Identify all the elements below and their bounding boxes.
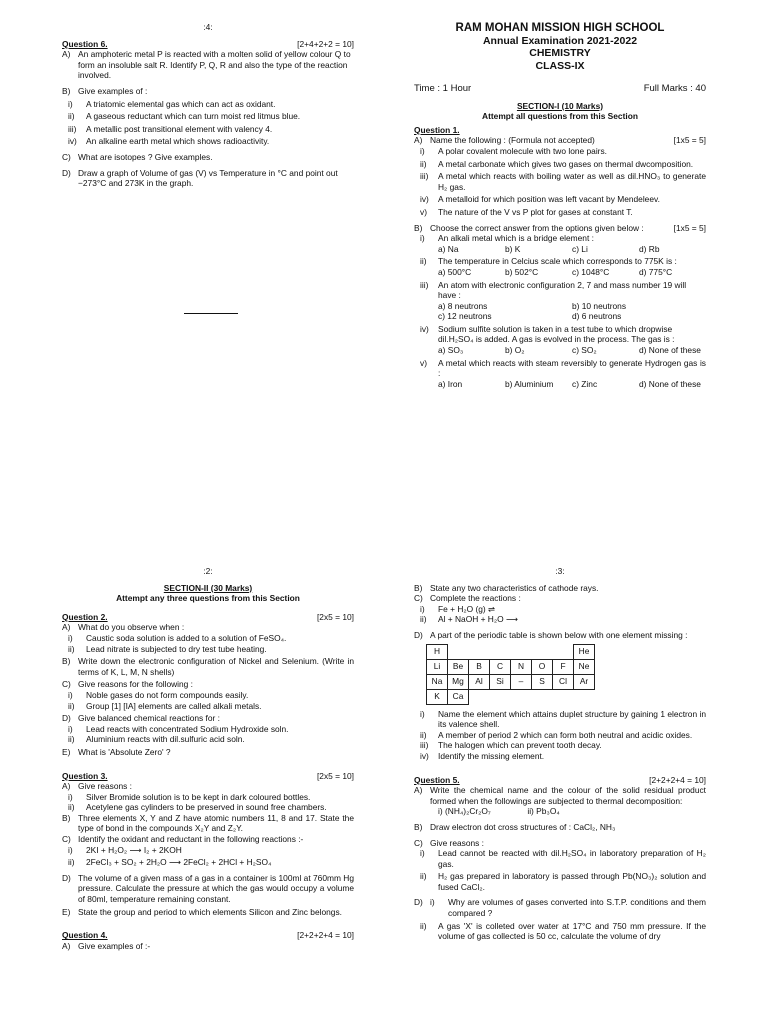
table-cell: Ar (574, 674, 595, 689)
part-marks: [1x5 = 5] (673, 135, 706, 146)
sub-item: iii) A metal which reacts with boiling water as well as dil.HNO₃ to generate H₂ gas. (420, 171, 706, 192)
question-title: Question 3. (62, 770, 108, 781)
sub-item: ii) A gaseous reductant which can turn moist red litmus blue. (68, 111, 301, 122)
table-cell (490, 689, 511, 704)
question-part: C) Complete the reactions : (414, 593, 521, 604)
table-cell (469, 644, 490, 659)
sub-item: i) 2KI + H₂O₂ ⟶ I₂ + 2KOH (68, 844, 182, 855)
sub-item: ii) H₂ gas prepared in laboratory is passed through Pb(NO₃)₂ solution and fused CaCl₂. (420, 871, 706, 892)
sub-item: ii) A member of period 2 which can form both neutral and acidic oxides. (420, 729, 693, 740)
question-part: C) What are isotopes ? Give examples. (62, 151, 213, 162)
sub-item: i) A triatomic elemental gas which can act as oxidant. (68, 98, 276, 109)
sub-item: ii) Acetylene gas cylinders to be preserved in sound free chambers. (68, 802, 327, 813)
question-4-header (62, 930, 354, 941)
sub-item: iv) Identify the missing element. (420, 750, 545, 761)
table-cell (490, 644, 511, 659)
question-part: D) Draw a graph of Volume of gas (V) vs Temperature in °C and point out −273°C and 273K in the graph. (62, 167, 338, 189)
table-cell (553, 644, 574, 659)
sub-item: i) An alkali metal which is a bridge element : (420, 233, 594, 244)
page-3 (414, 566, 706, 942)
full-marks: Full Marks : 40 (643, 83, 706, 94)
question-part: B) Draw electron dot cross structures of : CaCl₂, NH₃ (414, 821, 616, 832)
section-instruction: Attempt any three questions from this Section (116, 593, 300, 604)
table-cell: – (511, 674, 532, 689)
table-row (427, 689, 595, 704)
sub-item: ii) Al + NaOH + H₂O ⟶ (420, 614, 518, 625)
question-part: A) Give examples of :- (62, 940, 151, 951)
table-cell (511, 644, 532, 659)
sub-item: i) Caustic soda solution is added to a solution of FeSO₄. (68, 632, 287, 643)
sub-item: iii) The halogen which can prevent tooth decay. (420, 740, 602, 751)
sub-item: ii) A metal carbonate which gives two gases on thermal dwcomposition. (420, 158, 694, 169)
question-part: B) State any two characteristics of cathode rays. (414, 582, 599, 593)
page-number: :4: (203, 22, 213, 32)
periodic-table (426, 644, 595, 705)
school-name: RAM MOHAN MISSION HIGH SCHOOL (455, 22, 665, 34)
question-marks: [2+2+2+4 = 10] (297, 930, 354, 941)
question-part: C) Give reasons for the following : (62, 679, 193, 690)
question-part: C) Identify the oxidant and reductant in the following reactions :- (62, 834, 304, 845)
table-cell (448, 644, 469, 659)
question-part: B) Write down the electronic configuration of Nickel and Selenium. (Write in terms of K, L, M, N shells) (62, 656, 354, 677)
sub-item: ii) A gas 'X' is colleted over water at 17°C and 750 mm pressure. If the volume of gas collected is 50 cc, calculate the volume of dry (420, 920, 706, 942)
table-cell (532, 644, 553, 659)
question-part: E) What is 'Absolute Zero' ? (62, 746, 171, 757)
question-title: Question 5. (414, 774, 460, 785)
answer-options: c) 12 neutrons d) 6 neutrons (438, 311, 622, 322)
question-6-header (62, 39, 354, 50)
question-title: Question 2. (62, 611, 108, 622)
question-2-header (62, 612, 354, 623)
question-part: A) What do you observe when : (62, 622, 185, 633)
question-part: C) Give reasons : (414, 837, 484, 848)
question-part: B) Three elements X, Y and Z have atomic numbers 11, 8 and 17. State the type of bond in the compounds X₂Y and Z₂Y. (62, 812, 354, 834)
table-cell: S (532, 674, 553, 689)
sub-item: ii) The temperature in Celcius scale which corresponds to 775K is : (420, 256, 677, 267)
table-cell: K (427, 689, 448, 704)
section-title: SECTION-I (10 Marks) (516, 100, 604, 111)
answer-options: i) (NH₄)₂Cr₂O₇ ii) Pb₃O₄ (438, 806, 560, 817)
answer-options: a) Iron b) Aluminium c) Zinc d) None of these (438, 378, 701, 389)
sub-item: ii) Lead nitrate is subjected to dry test tube heating. (68, 643, 267, 654)
question-5-header (414, 775, 706, 786)
sub-item: v) A metal which reacts with steam reversibly to generate Hydrogen gas is : (420, 357, 706, 379)
table-cell: He (574, 644, 595, 659)
question-part: E) State the group and period to which elements Silicon and Zinc belongs. (62, 906, 342, 917)
answer-options: a) SO₃ b) O₂ c) SO₂ d) None of these (438, 345, 701, 356)
sub-item: i) Fe + H₂O (g) ⇌ (420, 603, 496, 614)
table-cell: O (532, 659, 553, 674)
sub-item: i) Name the element which attains duplet structure by gaining 1 electron in its valence shell. (420, 708, 706, 730)
page-4 (62, 22, 354, 189)
table-cell: Ca (448, 689, 469, 704)
table-cell: H (427, 644, 448, 659)
question-marks: [2x5 = 10] (316, 611, 354, 622)
sub-item: i) Silver Bromide solution is to be kept in dark coloured bottles. (68, 791, 311, 802)
question-title: Question 6. (62, 38, 108, 49)
page-1 (414, 22, 706, 389)
table-row (427, 674, 595, 689)
table-cell (511, 689, 532, 704)
question-part: D) Give balanced chemical reactions for : (62, 713, 220, 724)
page-number: :2: (203, 566, 213, 576)
question-part: A) An amphoteric metal P is reacted with a molten solid of yellow colour Q to form an insoluble salt R. Identify P, Q, R and also the type of the reaction involved. (62, 49, 351, 81)
table-cell: Cl (553, 674, 574, 689)
class-name: CLASS-IX (535, 59, 585, 72)
table-cell: Si (490, 674, 511, 689)
question-part: D) i) Why are volumes of gases converted into S.T.P. conditions and them compared ? (414, 897, 706, 919)
sub-item: ii) 2FeCl₃ + SO₂ + 2H₂O ⟶ 2FeCl₂ + 2HCl + H₂SO₄ (68, 857, 272, 868)
question-3-header (62, 771, 354, 782)
answer-options: a) 8 neutrons b) 10 neutrons (438, 300, 627, 311)
question-title: Question 1. (414, 124, 460, 135)
table-cell (553, 689, 574, 704)
table-cell: F (553, 659, 574, 674)
sub-item: v) The nature of the V vs P plot for gases at constant T. (420, 206, 633, 217)
question-part: D) A part of the periodic table is shown below with one element missing : (414, 629, 688, 640)
question-part: A) Name the following : (Formula not accepted) [1x5 = 5] (414, 135, 706, 146)
table-cell: Mg (448, 674, 469, 689)
sub-item: ii) Aluminium reacts with dil.sulfuric acid soln. (68, 734, 245, 745)
table-cell (574, 689, 595, 704)
sub-item: ii) Group [1] [IA] elements are called alkali metals. (68, 700, 262, 711)
answer-options: a) 500°C b) 502°C c) 1048°C d) 775°C (438, 266, 673, 277)
sub-item: i) Lead cannot be reacted with dil.H₂SO₄ in laboratory preparation of H₂ gas. (420, 848, 706, 869)
page-2 (62, 566, 354, 951)
table-cell: Na (427, 674, 448, 689)
table-cell: C (490, 659, 511, 674)
table-row (427, 659, 595, 674)
table-cell: Be (448, 659, 469, 674)
part-marks: [1x5 = 5] (673, 222, 706, 233)
subject-name: CHEMISTRY (529, 47, 591, 59)
time-marks-line (414, 84, 706, 95)
answer-options: a) Na b) K c) Li d) Rb (438, 243, 660, 254)
sub-item: i) Noble gases do not form compounds easily. (68, 689, 249, 700)
section-instruction: Attempt all questions from this Section (482, 111, 638, 122)
sub-item: iv) Sodium sulfite solution is taken in a test tube to which dropwise dil.H₂SO₄ is added. A gas is evolved in the process. The gas is : (420, 323, 675, 345)
sub-item: iii) An atom with electronic configuration 2, 7 and mass number 19 will have : (420, 279, 687, 301)
end-rule (184, 313, 238, 314)
section-title: SECTION-II (30 Marks) (163, 582, 253, 593)
page-number: :3: (555, 566, 565, 576)
sub-item: iv) A metalloid for which position was left vacant by Mendeleev. (420, 194, 660, 205)
question-part: B) Choose the correct answer from the options given below : [1x5 = 5] (414, 222, 706, 233)
table-cell: B (469, 659, 490, 674)
question-part: D) The volume of a given mass of a gas in a container is 100ml at 760mm Hg pressure. Calculate the pressure at which the gas would occupy a volume of 80ml, temperature remaining constant. (62, 872, 354, 905)
table-cell (532, 689, 553, 704)
time-allowed: Time : 1 Hour (414, 83, 472, 94)
table-cell: Al (469, 674, 490, 689)
table-cell: Li (427, 659, 448, 674)
exam-name: Annual Examination 2021-2022 (482, 34, 638, 47)
sub-item: iv) An alkaline earth metal which shows radioactivity. (68, 136, 270, 147)
table-row (427, 644, 595, 659)
question-title: Question 4. (62, 930, 108, 941)
question-part: A) Write the chemical name and the colour of the solid residual product formed when the followings are subjected to thermal decomposition: (414, 785, 706, 806)
question-1-header (414, 125, 706, 136)
question-marks: [2+4+2+2 = 10] (297, 38, 354, 49)
sub-item: i) A polar covalent molecule with two lone pairs. (420, 145, 607, 156)
sub-item: iii) A metallic post transitional element with valency 4. (68, 123, 273, 134)
question-marks: [2x5 = 10] (316, 770, 354, 781)
table-cell (469, 689, 490, 704)
question-marks: [2+2+2+4 = 10] (649, 774, 706, 785)
table-cell: N (511, 659, 532, 674)
question-part: A) Give reasons : (62, 781, 132, 792)
sub-item: i) Lead reacts with concentrated Sodium Hydroxide soln. (68, 723, 289, 734)
question-part: B) Give examples of : (62, 85, 148, 96)
table-cell: Ne (574, 659, 595, 674)
